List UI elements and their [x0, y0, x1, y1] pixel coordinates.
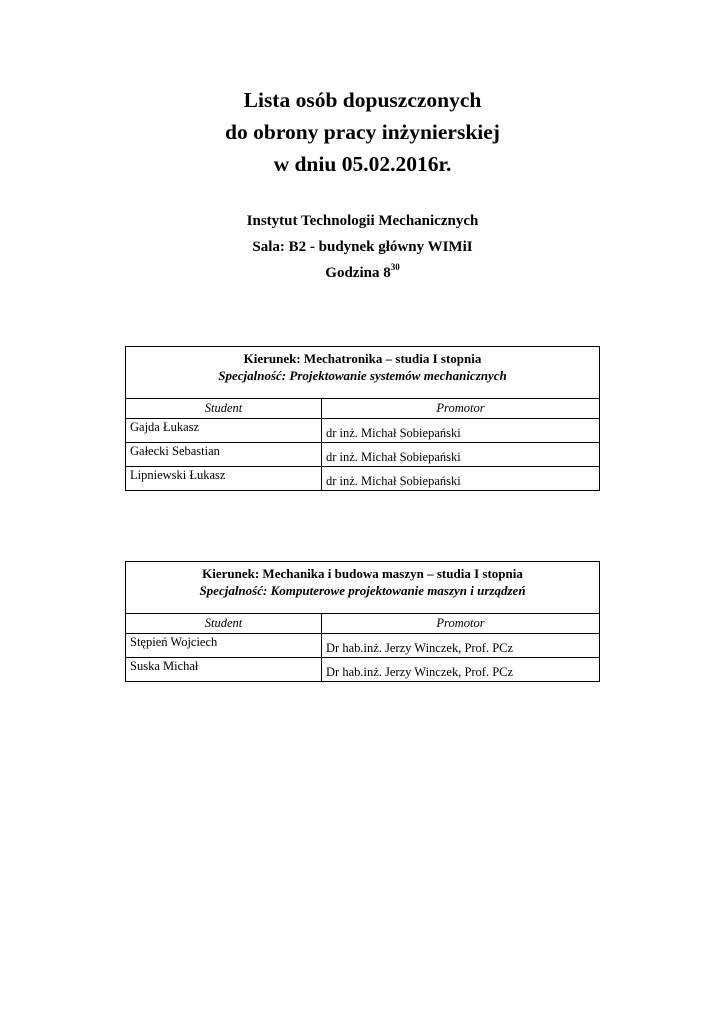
institute-name: Instytut Technologii Mechanicznych	[246, 213, 479, 229]
promotor-cell: Dr hab.inż. Jerzy Winczek, Prof. PCz	[322, 658, 600, 682]
program-table-mechatronika	[125, 346, 600, 491]
specjalnosc-label: Specjalność: Komputerowe projektowanie maszyn i urządzeń	[199, 583, 526, 598]
time-label: Godzina 8	[325, 265, 391, 281]
room-info: Sala: B2 - budynek główny WIMiI	[252, 239, 473, 255]
promotor-cell: dr inż. Michał Sobiepański	[322, 443, 600, 467]
table-row	[126, 443, 600, 467]
program-table-mechanika	[125, 561, 600, 682]
document-title	[0, 84, 725, 180]
student-cell: Gajda Łukasz	[126, 419, 322, 443]
student-cell: Lipniewski Łukasz	[126, 467, 322, 491]
student-cell: Gałecki Sebastian	[126, 443, 322, 467]
event-info	[0, 208, 725, 286]
promotor-cell: Dr hab.inż. Jerzy Winczek, Prof. PCz	[322, 634, 600, 658]
time-superscript: 30	[390, 262, 400, 272]
program-header	[126, 562, 600, 614]
promotor-cell: dr inż. Michał Sobiepański	[322, 419, 600, 443]
specjalnosc-label: Specjalność: Projektowanie systemów mechanicznych	[218, 368, 507, 383]
title-line-2: do obrony pracy inżynierskiej	[225, 120, 500, 144]
promotor-cell: dr inż. Michał Sobiepański	[322, 467, 600, 491]
program-header	[126, 347, 600, 399]
column-header-student: Student	[126, 399, 322, 419]
table-row	[126, 467, 600, 491]
column-header-promotor: Promotor	[322, 399, 600, 419]
time-info	[0, 260, 725, 286]
column-header-promotor: Promotor	[322, 614, 600, 634]
kierunek-label: Kierunek: Mechanika i budowa maszyn – studia I stopnia	[202, 566, 523, 581]
column-header-student: Student	[126, 614, 322, 634]
student-cell: Stępień Wojciech	[126, 634, 322, 658]
student-cell: Suska Michał	[126, 658, 322, 682]
title-line-1: Lista osób dopuszczonych	[243, 88, 482, 112]
table-row	[126, 419, 600, 443]
table-row	[126, 658, 600, 682]
table-row	[126, 634, 600, 658]
title-line-3: w dniu 05.02.2016r.	[273, 152, 452, 176]
kierunek-label: Kierunek: Mechatronika – studia I stopnia	[243, 351, 482, 366]
